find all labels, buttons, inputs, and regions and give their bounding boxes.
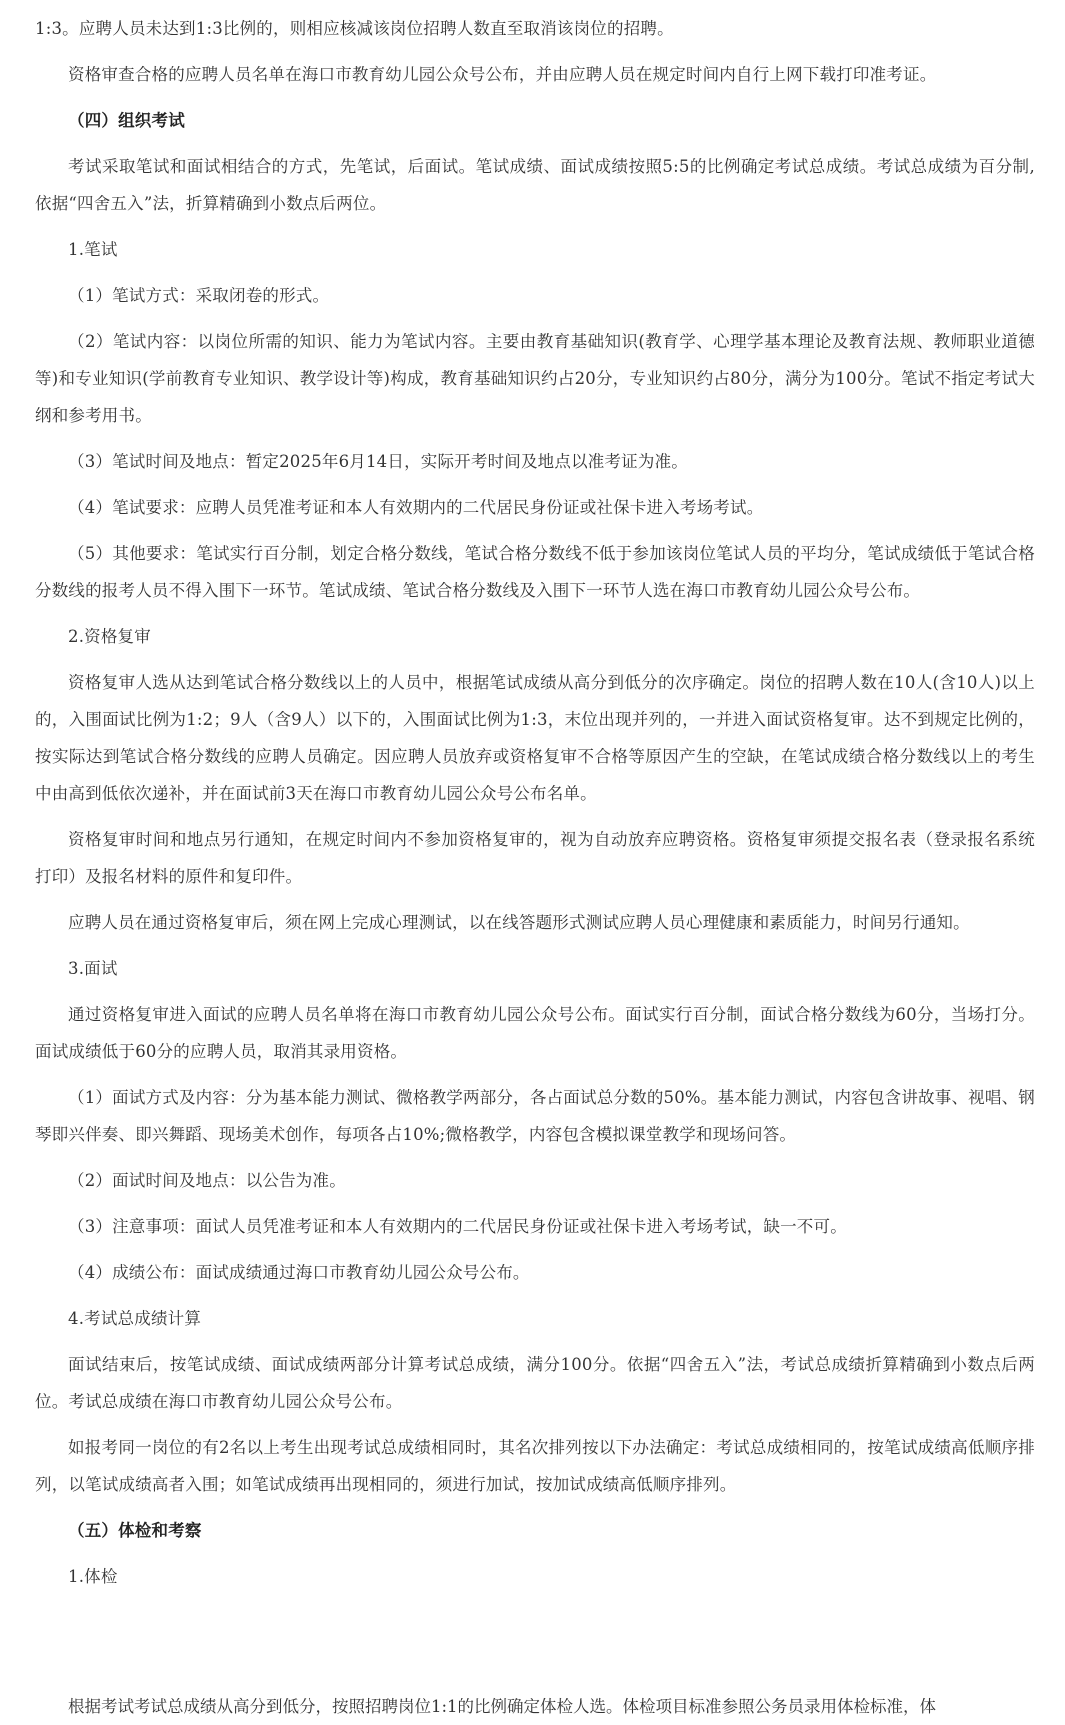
paragraph: （2）笔试内容：以岗位所需的知识、能力为笔试内容。主要由教育基础知识(教育学、心理学基本理论及教育法规、教师职业道德等)和专业知识(学前教育专业知识、教学设计等)构成，教育基础知识约占20分，专业知识约占80分，满分为100分。笔试不指定考试大纲和参考用书。	[35, 332, 1035, 425]
paragraph: 应聘人员在通过资格复审后，须在网上完成心理测试，以在线答题形式测试应聘人员心理健康和素质能力，时间另行通知。	[68, 913, 970, 932]
paragraph: 如报考同一岗位的有2名以上考生出现考试总成绩相同时，其名次排列按以下办法确定：考试总成绩相同的，按笔试成绩高低顺序排列，以笔试成绩高者入围；如笔试成绩再出现相同的，须进行加试，按加试成绩高低顺序排列。	[35, 1438, 1035, 1494]
paragraph: （4）笔试要求：应聘人员凭准考证和本人有效期内的二代居民身份证或社保卡进入考场考试。	[68, 498, 764, 517]
paragraph: （2）面试时间及地点：以公告为准。	[68, 1171, 346, 1190]
paragraph: 通过资格复审进入面试的应聘人员名单将在海口市教育幼儿园公众号公布。面试实行百分制，面试合格分数线为60分，当场打分。面试成绩低于60分的应聘人员，取消其录用资格。	[35, 1005, 1035, 1061]
subsection-title: 1.笔试	[68, 240, 118, 259]
subsection-title: 3.面试	[68, 959, 118, 978]
paragraph: （1）面试方式及内容：分为基本能力测试、微格教学两部分，各占面试总分数的50%。基本能力测试，内容包含讲故事、视唱、钢琴即兴伴奏、即兴舞蹈、现场美术创作，每项各占10%;微格教学，内容包含模拟课堂教学和现场问答。	[35, 1088, 1035, 1144]
cutoff-paragraph: 根据考试考试总成绩从高分到低分，按照招聘岗位1:1的比例确定体检人选。体检项目标准参照公务员录用体检标准，体	[68, 1697, 937, 1716]
paragraph: 资格复审时间和地点另行通知，在规定时间内不参加资格复审的，视为自动放弃应聘资格。资格复审须提交报名表（登录报名系统打印）及报名材料的原件和复印件。	[35, 830, 1035, 886]
paragraph: 资格复审人选从达到笔试合格分数线以上的人员中，根据笔试成绩从高分到低分的次序确定。岗位的招聘人数在10人(含10人)以上的，入围面试比例为1:2；9人（含9人）以下的，入围面试比例为1:3，末位出现并列的，一并进入面试资格复审。达不到规定比例的，按实际达到笔试合格分数线的应聘人员确定。因应聘人员放弃或资格复审不合格等原因产生的空缺，在笔试成绩合格分数线以上的考生中由高到低依次递补，并在面试前3天在海口市教育幼儿园公众号公布名单。	[35, 673, 1035, 803]
paragraph: （3）注意事项：面试人员凭准考证和本人有效期内的二代居民身份证或社保卡进入考场考试，缺一不可。	[68, 1217, 847, 1236]
section-heading: （五）体检和考察	[68, 1521, 202, 1540]
subsection-title: 1.体检	[68, 1567, 118, 1586]
paragraph: 1:3。应聘人员未达到1:3比例的，则相应核减该岗位招聘人数直至取消该岗位的招聘。	[35, 19, 674, 38]
document-body	[35, 10, 1035, 1604]
paragraph: （3）笔试时间及地点：暂定2025年6月14日，实际开考时间及地点以准考证为准。	[68, 452, 688, 471]
paragraph: 考试采取笔试和面试相结合的方式，先笔试，后面试。笔试成绩、面试成绩按照5:5的比例确定考试总成绩。考试总成绩为百分制,依据“四舍五入”法，折算精确到小数点后两位。	[35, 157, 1035, 213]
paragraph: （1）笔试方式：采取闭卷的形式。	[68, 286, 330, 305]
section-heading: （四）组织考试	[68, 111, 185, 130]
subsection-title: 2.资格复审	[68, 627, 151, 646]
subsection-title: 4.考试总成绩计算	[68, 1309, 202, 1328]
paragraph: 资格审查合格的应聘人员名单在海口市教育幼儿园公众号公布，并由应聘人员在规定时间内自行上网下载打印准考证。	[68, 65, 937, 84]
paragraph: 面试结束后，按笔试成绩、面试成绩两部分计算考试总成绩，满分100分。依据“四舍五入”法，考试总成绩折算精确到小数点后两位。考试总成绩在海口市教育幼儿园公众号公布。	[35, 1355, 1035, 1411]
paragraph: （5）其他要求：笔试实行百分制，划定合格分数线，笔试合格分数线不低于参加该岗位笔试人员的平均分，笔试成绩低于笔试合格分数线的报考人员不得入围下一环节。笔试成绩、笔试合格分数线及入围下一环节人选在海口市教育幼儿园公众号公布。	[35, 544, 1035, 600]
paragraph: （4）成绩公布：面试成绩通过海口市教育幼儿园公众号公布。	[68, 1263, 530, 1282]
